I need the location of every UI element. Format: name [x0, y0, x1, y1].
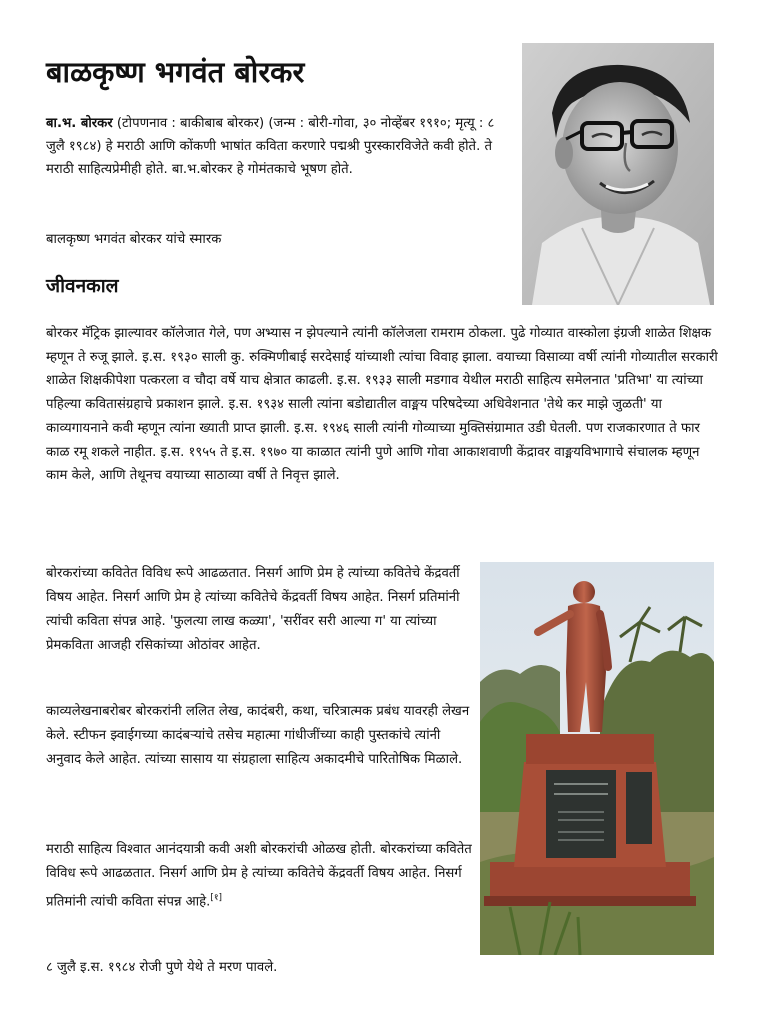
page-title: बाळकृष्ण भगवंत बोरकर	[46, 55, 305, 89]
intro-paragraph	[46, 112, 508, 181]
death-line: ८ जुलै इ.स. १९८४ रोजी पुणे येथे ते मरण पावले.	[46, 960, 278, 975]
intro-text: (टोपणनाव : बाकीबाब बोरकर) (जन्म : बोरी-गोवा, ३० नोव्हेंबर १९१०; मृत्यू : ८ जुलै १९८४) हे मराठी आणि कोंकणी भाषांत कविता करणारे पद्मश्री पुरस्कारविजेते कवी होते. ते मराठी साहित्यप्रेमीही होते. बा.भ.बोरकर हे गोमंतकाचे भूषण होते.	[46, 116, 495, 177]
poetry-paragraph: बोरकरांच्या कवितेत विविध रूपे आढळतात. निसर्ग आणि प्रेम हे त्यांच्या कवितेचे केंद्रवर्ती विषय आहेत. निसर्ग आणि प्रेम हे त्यांच्या कवितेचे केंद्रवर्ती विषय आहेत. निसर्ग प्रतिमांनी त्यांची कविता संपन्न आहे. 'फुलत्या लाख कळ्या', 'सरींवर सरी आल्या ग' या त्यांच्या प्रेमकविता आजही रसिकांच्या ओठांवर आहेत.	[46, 566, 460, 653]
bio-paragraph: बोरकर मॅट्रिक झाल्यावर कॉलेजात गेले, पण अभ्यास न झेपल्याने त्यांनी कॉलेजला रामराम ठोकला. पुढे गोव्यात वास्कोला इंग्रजी शाळेत शिक्षक म्हणून ते रुजू झाले. इ.स. १९३० साली कु. रुक्मिणीबाई सरदेसाई यांच्याशी त्यांचा विवाह झाला. वयाच्या विसाव्या वर्षी त्यांनी गोव्यातील सरकारी शाळेत शिक्षकीपेशा पत्करला व चौदा वर्षे याच क्षेत्रात काढली. इ.स. १९३३ साली मडगाव येथील मराठी साहित्य समेलनात 'प्रतिभा' या त्यांच्या पहिल्या कवितासंग्रहाचे प्रकाशन झाले. इ.स. १९३४ साली त्यांना बडोद्यातील वाङ्मय परिषदेच्या अधिवेशनात 'तेथे कर माझे जुळती' या काव्यगायनाने कवी म्हणून त्यांना ख्याती प्राप्त झाली. इ.स. १९४६ साली त्यांनी गोव्याच्या मुक्तिसंग्रामात उडी घेतली. पण राजकारणात ते फार काळ रमू शकले नाहीत. इ.स. १९५५ ते इ.स. १९७० या काळात त्यांनी पुणे आणि गोवा आकाशवाणी केंद्रावर वाङ्मयविभागाचे संचालक म्हणून काम केले, आणि तेथूनच वयाच्या साठाव्या वर्षी ते निवृत्त झाले.	[46, 326, 718, 484]
intro-name: बा.भ. बोरकर	[46, 116, 113, 131]
works-paragraph: काव्यलेखनाबरोबर बोरकरांनी ललित लेख, कादंबरी, कथा, चरित्रात्मक प्रबंध यावरही लेखन केले. स्टीफन झ्वाईगच्या कादंबऱ्यांचे तसेच महात्मा गांधीजींच्या काही पुस्तकांचे त्यांनी अनुवाद केले आहेत. त्यांच्या सासाय या संग्रहाला साहित्य अकादमीचे पारितोषिक मिळाले.	[46, 704, 470, 767]
portrait-photo	[522, 43, 714, 305]
section-heading-life: जीवनकाल	[46, 275, 119, 297]
memorial-caption: बालकृष्ण भगवंत बोरकर यांचे स्मारक	[46, 232, 222, 247]
identity-paragraph	[46, 838, 472, 914]
identity-text: मराठी साहित्य विश्वात आनंदयात्री कवी अशी बोरकरांची ओळख होती. बोरकरांच्या कवितेत विविध रूपे आढळतात. निसर्ग आणि प्रेम हे त्यांच्या कवितेचे केंद्रवर्ती विषय आहेत. निसर्ग प्रतिमांनी त्यांची कविता संपन्न आहे.	[46, 842, 472, 910]
statue-photo	[480, 562, 714, 955]
footnote-link[interactable]: [१]	[210, 893, 223, 903]
